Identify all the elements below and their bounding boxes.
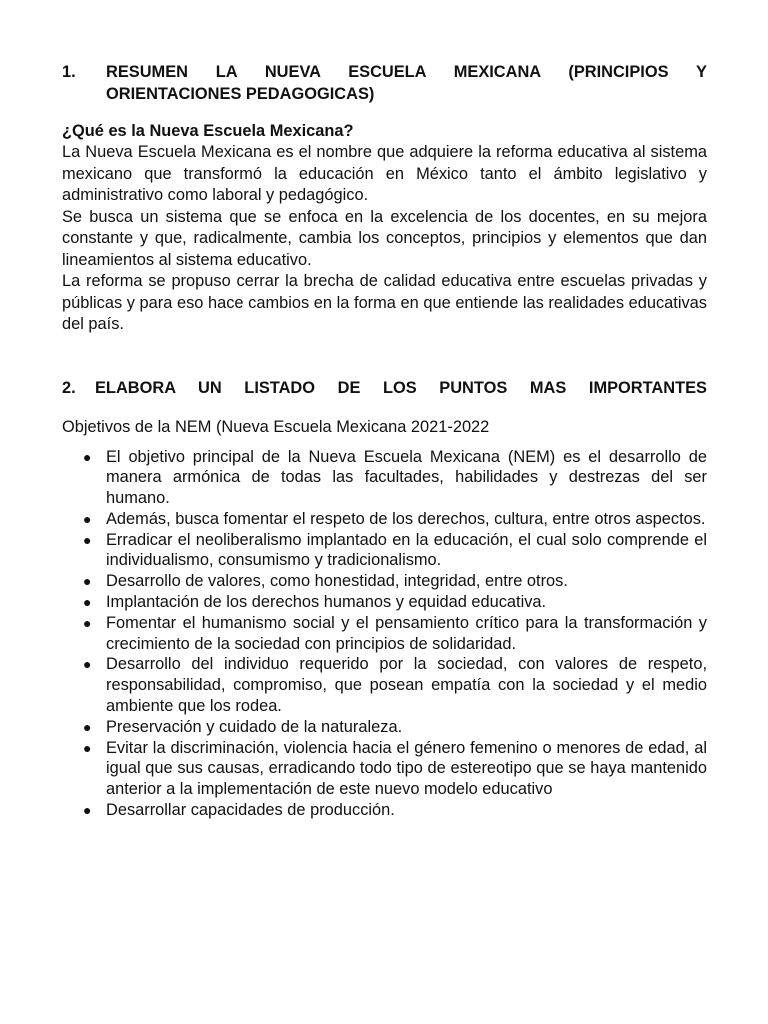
- section-1-number: 1.: [62, 63, 76, 81]
- section-1-heading: [62, 61, 707, 105]
- list-item: ● Implantación de los derechos humanos y equidad educativa.: [62, 592, 707, 613]
- section-1-title-line1: RESUMEN LA NUEVA ESCUELA MEXICANA (PRINCIPIOS Y: [106, 63, 707, 81]
- paragraph-1: La Nueva Escuela Mexicana es el nombre que adquiere la reforma educativa al sistema mexicano que transformó la educación en México tanto el ámbito legislativo y administrativo como laboral y pedagógico.: [62, 143, 707, 204]
- document-page: [62, 61, 707, 821]
- bullet-icon: ●: [83, 614, 92, 631]
- list-item: ● El objetivo principal de la Nueva Escuela Mexicana (NEM) es el desarrollo de manera armónica de todas las facultades, habilidades y destrezas del ser humano.: [62, 447, 707, 509]
- list-item: ● Además, busca fomentar el respeto de los derechos, cultura, entre otros aspectos.: [62, 509, 707, 530]
- list-item: ● Preservación y cuidado de la naturaleza.: [62, 717, 707, 738]
- bullet-icon: ●: [83, 510, 92, 527]
- section-1-title-line2: ORIENTACIONES PEDAGOGICAS): [106, 85, 375, 103]
- list-item: ● Desarrollar capacidades de producción.: [62, 800, 707, 821]
- objectives-list: [62, 447, 707, 821]
- list-item: ● Evitar la discriminación, violencia hacia el género femenino o menores de edad, al igual que sus causas, erradicando todo tipo de estereotipo que se haya mantenido anterior a la implementación de este nuevo modelo educativo: [62, 738, 707, 800]
- bullet-icon: ●: [83, 718, 92, 735]
- question-heading: ¿Qué es la Nueva Escuela Mexicana?: [62, 122, 354, 140]
- section-2-title: ELABORA UN LISTADO DE LOS PUNTOS MAS IMPORTANTES: [95, 378, 707, 397]
- objetivos-title: Objetivos de la NEM (Nueva Escuela Mexicana 2021-2022: [62, 417, 490, 436]
- section-2-heading: [62, 377, 707, 399]
- bullet-icon: ●: [83, 739, 92, 756]
- bullet-icon: ●: [83, 802, 92, 819]
- list-item: ● Desarrollo del individuo requerido por la sociedad, con valores de respeto, responsabilidad, compromiso, que posean empatía con la sociedad y el medio ambiente que los rodea.: [62, 654, 707, 716]
- paragraph-2: Se busca un sistema que se enfoca en la excelencia de los docentes, en su mejora constante y que, radicalmente, cambia los conceptos, principios y elementos que dan lineamientos al sistema educativo.: [62, 207, 707, 269]
- section-2-number: 2.: [62, 378, 76, 397]
- paragraph-3: La reforma se propuso cerrar la brecha de calidad educativa entre escuelas privadas y públicas y para eso hace cambios en la forma en que entiende las realidades educativas del país.: [62, 272, 707, 333]
- bullet-icon: ●: [83, 656, 92, 673]
- bullet-icon: ●: [83, 531, 92, 548]
- bullet-icon: ●: [83, 594, 92, 611]
- list-item: ● Desarrollo de valores, como honestidad, integridad, entre otros.: [62, 571, 707, 592]
- list-item: ● Fomentar el humanismo social y el pensamiento crítico para la transformación y crecimiento de la sociedad con principios de solidaridad.: [62, 613, 707, 655]
- bullet-icon: ●: [83, 573, 92, 590]
- bullet-icon: ●: [83, 448, 92, 465]
- list-item: ● Erradicar el neoliberalismo implantado en la educación, el cual solo comprende el individualismo, consumismo y tradicionalismo.: [62, 530, 707, 572]
